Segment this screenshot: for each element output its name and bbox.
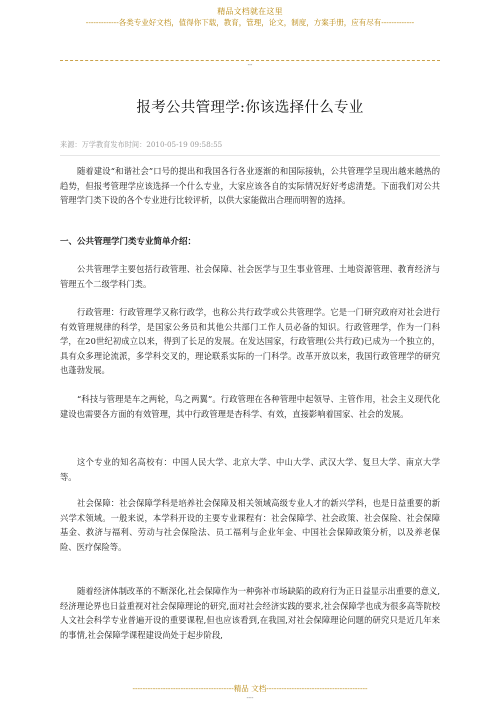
article-title: 报考公共管理学:你该选择什么专业 bbox=[136, 100, 364, 116]
header-tagline: -------------各类专业好文档，值得你下载，教育，管理，论文，制度，方案手册，应有尽有------------- bbox=[85, 18, 415, 27]
page-header bbox=[60, 6, 440, 28]
paragraph-management: “科技与管理是车之两轮，鸟之两翼”。行政管理在各种管理中起领导、主管作用，社会主义现代化建设也需要各方面的有效管理，其中行政管理是杏科学、有效，直接影响着国家、社会的发展。 bbox=[60, 394, 440, 419]
footer-dash: --- bbox=[246, 694, 254, 702]
paragraph-public-admin: 行政管理：行政管理学又称行政学，也称公共行政学或公共管理学。它是一门研究政府对社会进行有效管理规律的科学，是国家公务员和其他公共部门工作人员必备的知识。行政管理学，作为一门科学，在20世纪初成立以来，得到了长足的发展。在发达国家，行政管理(公共行政)已成为一个独立的，具有众多理论流派，多学科交叉的，理论联系实际的一门科学。改革开放以来，我国行政管理学的研究也蓬勃发展。 bbox=[60, 307, 440, 376]
paragraph-social-security: 社会保障：社会保障学科是培养社会保障及相关领域高级专业人才的新兴学科，也是日益重要的新兴学术领域。一般来说，本学科开设的主要专业课程有：社会保障学、社会政策、社会保险、社会保障基金、救济与福利、劳动与社会保险法、员工福利与企业年金、中国社会保障政策分析，以及养老保险、医疗保险等。 bbox=[60, 498, 440, 552]
header-dash: -- bbox=[247, 61, 253, 69]
intro-paragraph: 随着建设“和谐社会”口号的提出和我国各行各业逐渐的和国际接轨，公共管理学呈现出越来越热的趋势，但报考管理学应该选择一个什么专业，大家应该各自的实际情况好好考虑清楚。下面我们对公共管理学门类下设的各个专业进行比较评析，以供大家能做出合理而明智的选择。 bbox=[60, 166, 440, 206]
paragraph-reform: 随着经济体制改革的不断深化,社会保障作为一种弥补市场缺陷的政府行为正日益显示出重要的意义,经济理论界也日益重视对社会保障理论的研究,面对社会经济实践的要求,社会保障学也成为很多高等院校人文社会科学专业普遍开设的重要课程,但也应该看到,在我国,对社会保障理论问题的研究只是近几年来的事情,社会保障学课程建设尚处于起步阶段, bbox=[60, 586, 440, 640]
page-footer: ----------------------------------------精品 文档---------------------------------------- bbox=[132, 684, 368, 693]
paragraph-disciplines: 公共管理学主要包括行政管理、社会保障、社会医学与卫生事业管理、土地资源管理、教育经济与管理五个二级学科门类。 bbox=[60, 264, 440, 289]
paragraph-universities: 这个专业的知名高校有：中国人民大学、北京大学、中山大学、武汉大学、复旦大学、南京大学等。 bbox=[60, 457, 440, 482]
section-heading: 一、公共管理学门类专业简单介绍： bbox=[60, 237, 197, 247]
article-meta: 来源：万学教育发布时间：2010-05-19 09:58:55 bbox=[60, 140, 223, 149]
header-title: 精品文档就在这里 bbox=[217, 7, 283, 16]
meta-divider bbox=[60, 155, 440, 156]
